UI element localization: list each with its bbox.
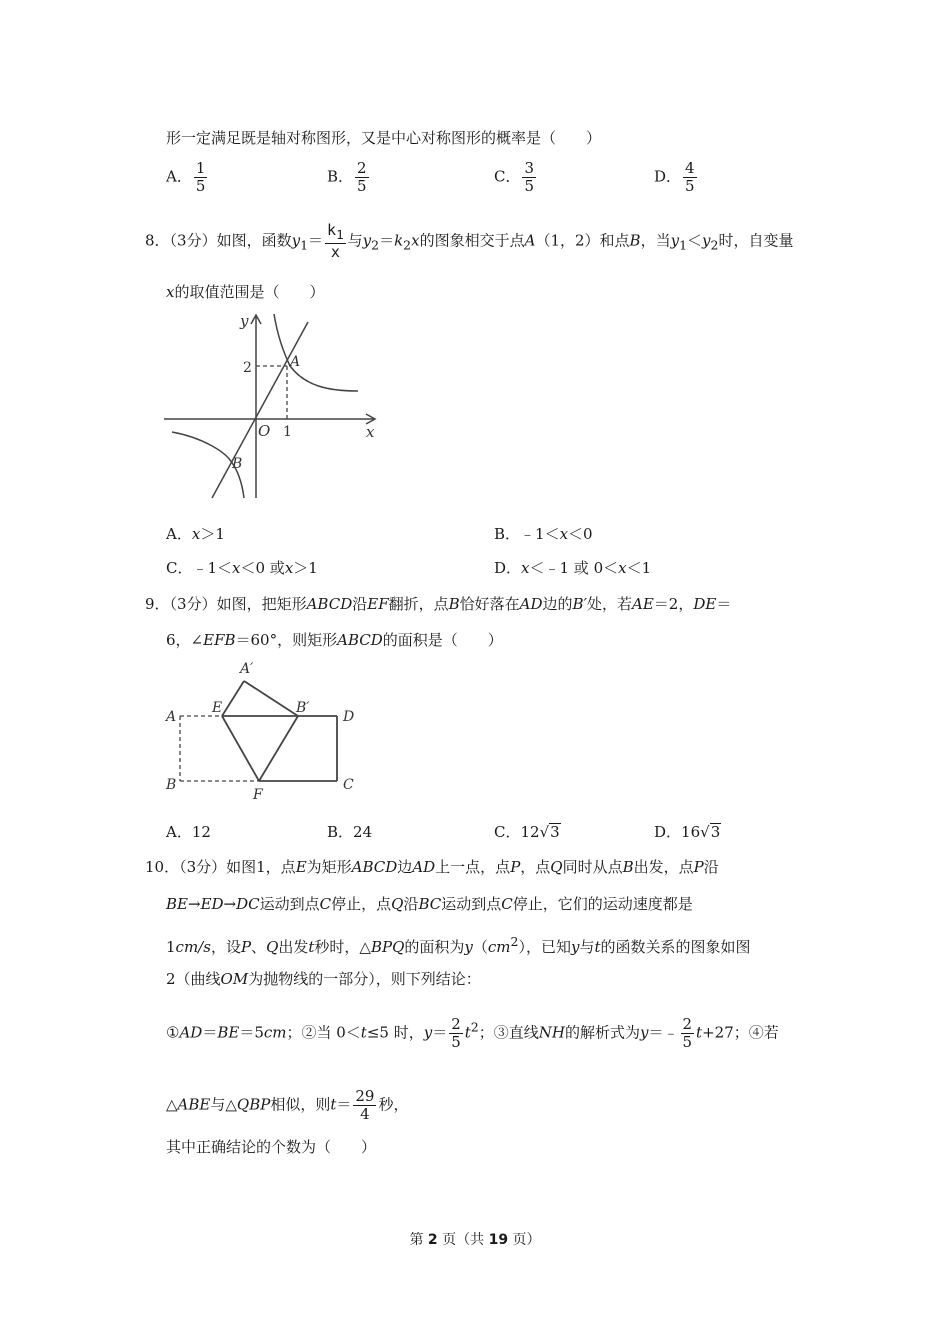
q9-option-d: D．16√3 [654, 823, 721, 841]
q9-option-b: B．24 [327, 823, 373, 841]
q8-option-b: B．﹣1＜x＜0 [494, 525, 593, 543]
q9-option-c: C．12√3 [494, 823, 560, 841]
q7-option-d: D． $\frac{4}{5}$ [654, 159, 695, 195]
q10-stem-line2: BE→ED→DC运动到点C停止，点Q沿BC运动到点C停止，它们的运动速度都是 [166, 895, 693, 913]
label-x: x [366, 423, 375, 441]
q8-stem: 8．（3分）如图，函数$y_1=$ $\frac{k_1}{x}$ 与$y_2=k_2x$的图象相交于点A（1，2）和点B，当$y_1<y_2$时，自变量 [145, 221, 794, 261]
tick-label-2: 2 [243, 360, 252, 376]
tick-label-1: 1 [283, 424, 292, 440]
q9-option-a: A．12 [166, 823, 211, 841]
q8-stem-line2: x的取值范围是（ ） [166, 283, 325, 301]
hyperbola-branch-1 [274, 314, 358, 391]
page-footer: 第 2 页（共 19 页） [409, 1232, 541, 1248]
label-e: E [212, 700, 223, 716]
label-origin: O [258, 422, 271, 440]
q8-option-a: A．x＞1 [166, 525, 225, 543]
segment-fb-prime [259, 716, 298, 781]
segment-ef [222, 716, 259, 781]
label-b-prime: B′ [296, 700, 310, 716]
q9-figure [160, 655, 365, 805]
q10-stem-line3: 1cm/s，设P、Q出发t秒时，△BPQ的面积为$y(cm^2)$，已知y与t的函数关系的图象如图 [166, 934, 751, 956]
q10-stem-line1: 10．（3分）如图1，点E为矩形ABCD边AD上一点，点P，点Q同时从点B出发，点P沿 [145, 858, 719, 876]
label-a-prime: A′ [240, 661, 254, 677]
q8-graph [160, 308, 385, 503]
q8-option-c: C．﹣1＜x＜0 或x＞1 [166, 559, 318, 577]
segment-a-prime-b-prime [244, 681, 298, 716]
q7-option-b: B． $\frac{2}{5}$ [327, 159, 367, 195]
label-f: F [253, 787, 263, 803]
q7-option-a: A． $\frac{1}{5}$ [166, 159, 206, 195]
q9-stem: 9．（3分）如图，把矩形ABCD沿EF翻折，点B恰好落在AD边的B′处，若AE＝2，DE＝ [145, 595, 732, 613]
q9-stem-line2: 6，∠EFB＝60°，则矩形ABCD的面积是（ ） [166, 631, 503, 649]
label-c: C [343, 777, 354, 793]
label-point-b: B [232, 456, 243, 472]
q10-stem-line4: 2（曲线OM为抛物线的一部分），则下列结论： [166, 970, 481, 988]
q10-question-line: 其中正确结论的个数为（ ） [166, 1138, 377, 1156]
q10-conclusions-line: ①AD＝BE＝5cm；②当 0＜t≤5 时，y＝ $\frac{2}{5}$ $t^2$；③直线NH的解析式为y＝﹣ $\frac{2}{5}$ t+27；④若 [166, 1015, 779, 1051]
q7-stem-continuation: 形一定满足既是轴对称图形，又是中心对称图形的概率是（ ） [166, 129, 602, 147]
label-a: A [166, 709, 177, 725]
q10-similarity-line: △ABE与△QBP相似，则t＝ $\frac{29}{4}$ 秒， [166, 1087, 409, 1123]
segment-ea-prime [222, 681, 244, 716]
q7-option-c: C． $\frac{3}{5}$ [494, 159, 535, 195]
q8-option-d: D．x＜﹣1 或 0＜x＜1 [494, 559, 652, 577]
label-y: y [240, 312, 249, 330]
label-b: B [166, 777, 177, 793]
label-point-a: A [290, 354, 301, 370]
label-d: D [343, 709, 355, 725]
line-y2 [212, 322, 308, 498]
